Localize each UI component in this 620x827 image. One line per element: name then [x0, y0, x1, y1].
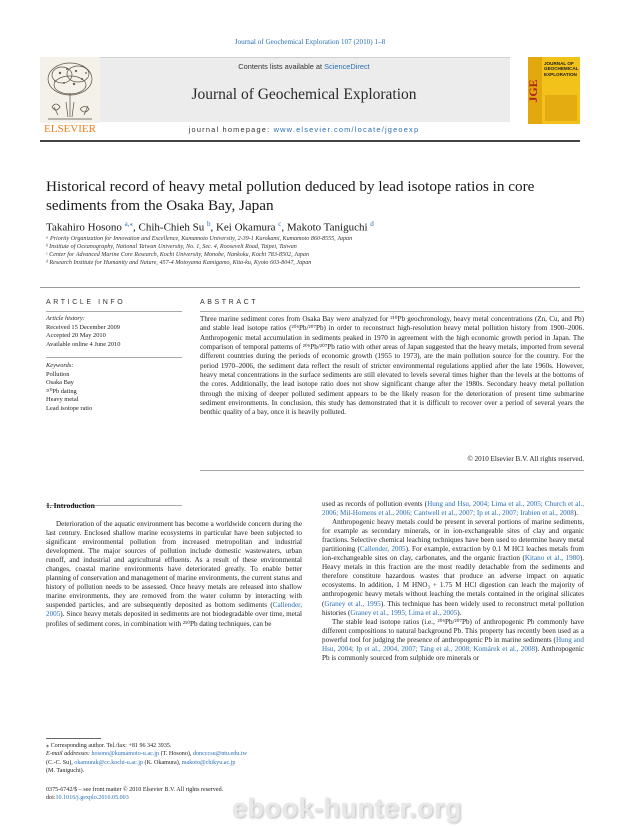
keyword: ²¹⁰Pb dating	[46, 387, 77, 395]
affiliation: ᶜ Center for Advanced Marine Core Research, Kochi University, Monobe, Nankoku, Kochi 783-8502, Japan	[46, 252, 310, 258]
email-link[interactable]: doncccsu@ntu.edu.tw	[192, 751, 247, 758]
keywords-rule	[46, 357, 182, 358]
footnote-rule	[46, 738, 101, 739]
citation-link[interactable]: Graney et al., 1995	[324, 599, 381, 608]
email-addresses: (C.-C. Su), okamurak@cc.kochi-u.ac.jp (K. Okamura), makoto@chikyu.ac.jp	[46, 759, 236, 766]
copyright-notice: © 2010 Elsevier B.V. All rights reserved.	[467, 455, 584, 463]
keyword: Osaka Bay	[46, 379, 74, 386]
author-name[interactable]: Makoto Taniguchi	[286, 221, 368, 234]
keywords-label: Keywords:	[46, 362, 74, 369]
page-footer	[46, 786, 223, 803]
doi-link[interactable]: 10.1016/j.gexplo.2010.05.003	[55, 795, 129, 802]
citation-link[interactable]: Hung and Hsu, 2004; Ip et al., 2004, 2007; Tang et al., 2008; Komárek et al., 2008	[322, 635, 584, 653]
citation-link[interactable]: Callender, 2005	[46, 601, 302, 619]
corresponding-author-footnote	[46, 742, 247, 775]
journal-reference-link[interactable]: Journal of Geochemical Exploration 107 (2010) 1–8	[234, 38, 386, 46]
journal-title[interactable]: Journal of Geochemical Exploration	[191, 86, 417, 103]
affiliation: ᵃ Priority Organization for Innovation and Excellence, Kumamoto University, 2-39-1 Kurokami, Kumamoto 860-8555, Japan	[46, 236, 353, 242]
received-date: Received 15 December 2009	[46, 323, 120, 331]
author-affiliation-marker[interactable]: d	[370, 220, 374, 228]
article-history	[46, 315, 120, 349]
abstract-heading: ABSTRACT	[200, 299, 259, 306]
affiliation: ᵈ Research Institute for Humanity and Nature, 457-4 Motoyama Kamigamo, Kita-ku, Kyoto 603-8047, Japan	[46, 260, 312, 266]
issn-line: 0375-6742/$ – see front matter © 2010 Elsevier B.V. All rights reserved.	[46, 787, 224, 793]
paragraph: The stable lead isotope ratios (i.e., ²⁰⁶Pb/²⁰⁷Pb) of anthropogenic Pb commonly have different compositions to natural background Pb. This property has recently been used as a powerful tool for judging the presence of anthropogenic Pb in marine sediments (Hung and Hsu, 2004; Ip et al., 2004, 2007; Tang et al., 2008; Komárek et al., 2008). Anthropogenic Pb is commonly sourced from sulphide ore minerals or	[322, 617, 584, 662]
author-affiliation-marker[interactable]: b	[206, 220, 211, 228]
author-affiliation-marker[interactable]: a,⁎	[124, 220, 134, 228]
keyword: Lead isotope ratio	[46, 404, 93, 412]
author-affiliation-marker[interactable]: c	[278, 220, 282, 228]
watermark: ebook-hunter.org	[232, 793, 462, 823]
contents-line: Contents lists available at ScienceDirect	[238, 62, 370, 71]
keyword: Pollution	[46, 370, 70, 378]
author-name[interactable]: Takahiro Hosono	[46, 221, 122, 234]
doi-line: doi:10.1016/j.gexplo.2010.05.003	[46, 795, 129, 802]
accepted-date: Accepted 20 May 2010	[46, 332, 106, 339]
citation-link[interactable]: Kitano et al., 1980	[524, 554, 580, 563]
abstract-rule	[200, 311, 584, 312]
email-link[interactable]: hosono@kumamoto-u.ac.jp	[91, 751, 160, 758]
journal-cover[interactable]	[528, 57, 580, 124]
paragraph: Deterioration of the aquatic environment has become a worldwide concern during the last century. Enclosed shallow marine ecosystems in particular have been subjected to significant environmental pollution from increased metropolitan and industrial development. The major sources of pollution include domestic wastewaters, urban runoff, and industrial and agricultural effluents. As a result of these environmental changes, coastal marine environments have deteriorated greatly. To enable better planning of conservation and management of marine environments, the current status and history of pollution needs to be assessed. Once heavy metals are released into shallow marine environments, they are removed from the water column by interacting with suspended particles, and are subsequently deposited as bottom sediments (Callender, 2005). Since heavy metals deposited in sediments are not biodegradable over time, metal profiles of sediment cores, in combination with ²¹⁰Pb dating techniques, can be	[46, 520, 302, 628]
paragraph: Anthropogenic heavy metals could be present in several portions of marine sediments, for example as secondary minerals, or in ion-exchangeable sites of clay and organic fractions. Selective chemical leaching techniques have been used to determine heavy metal partitioning (Callender, 2005). For example, extraction by 0.1 M HCl leaches metals from ion-exchangeable sites on clay, carbonates, and the organic fraction (Kitano et al., 1980). Heavy metals in this fraction are the most readily detachable from the sediments and therefore constitute hazardous wastes that produce an adverse impact on aquatic ecosystems. In addition, 1 M HNO₃ + 1.75 M HCl digestion can leach the majority of anthropogenic heavy metals without leaching the metals contained in the original silicates (Graney et al., 1995). This technique has been widely used to reconstruct metal pollution histories (Graney et al., 1995; Lima et al., 2005).	[322, 518, 584, 617]
article-info-rule	[46, 311, 182, 312]
body-column-right	[322, 500, 584, 663]
section-rule	[40, 287, 580, 288]
author-list: Takahiro Hosono $^{a,⁎}$, Chih-Chieh Su $^b$, Kei Okamura $^c$, Makoto Taniguchi $^d$	[46, 220, 374, 234]
keywords	[46, 362, 92, 413]
keyword: Heavy metal	[46, 396, 79, 403]
paragraph: used as records of pollution events (Hung and Hsu, 2004; Lima et al., 2005; Church et al., 2006; Mil-Homens et al., 2006; Cantwell et al., 2007; Ip et al., 2007; Irabien et al., 2008).	[322, 500, 584, 518]
email-link[interactable]: okamurak@cc.kochi-u.ac.jp	[74, 759, 144, 766]
abstract-bottom-rule	[200, 470, 584, 471]
affiliation: ᵇ Institute of Oceanography, National Taiwan University, No. 1, Sec. 4, Roosevelt Road, Taipei, Taiwan	[46, 244, 297, 250]
citation-link[interactable]: Hung and Hsu, 2004; Lima et al., 2005; Church et al., 2006; Mil-Homens et al., 2006; Cantwell et al., 2007; Ip et al., 2007; Irabien et al., 2008	[322, 500, 584, 518]
body-column-left	[46, 520, 302, 629]
citation-link[interactable]: Graney et al., 1995; Lima et al., 2005	[350, 608, 458, 617]
cover-title: JOURNAL OF GEOCHEMICAL EXPLORATION	[544, 61, 579, 77]
citation-link[interactable]: Callender, 2005	[359, 545, 406, 554]
sciencedirect-link[interactable]: ScienceDirect	[324, 62, 370, 71]
author-name[interactable]: Kei Okamura	[215, 221, 276, 234]
email-addresses: E-mail addresses: hosono@kumamoto-u.ac.jp (T. Hosono), doncccsu@ntu.edu.tw	[46, 751, 247, 758]
email-link[interactable]: makoto@chikyu.ac.jp	[181, 759, 236, 766]
article-title: Historical record of heavy metal pollution deduced by lead isotope ratios in core sediments from the Osaka Bay, Japan	[46, 178, 535, 214]
journal-cover-icon	[528, 57, 580, 124]
article-info-heading: ARTICLE INFO	[46, 299, 126, 306]
introduction-heading: 1. Introduction	[46, 501, 95, 510]
history-label: Article history:	[46, 315, 85, 322]
online-date: Available online 4 June 2010	[46, 340, 121, 348]
elsevier-tree-icon	[40, 57, 100, 135]
corresponding-author: ⁎ Corresponding author. Tel./fax: +81 96 342 3935.	[46, 743, 172, 749]
homepage-link[interactable]: www.elsevier.com/locate/jgeoexp	[273, 125, 420, 134]
author-name[interactable]: Chih-Chieh Su	[138, 221, 205, 234]
cover-logo-text: JGE	[526, 79, 540, 103]
header-rule	[40, 140, 580, 142]
email-addresses: (M. Taniguchi).	[46, 767, 85, 774]
journal-homepage: journal homepage: www.elsevier.com/locate/jgeoexp	[188, 125, 420, 134]
elsevier-logo[interactable]	[40, 57, 100, 135]
abstract-text: Three marine sediment cores from Osaka Bay were analyzed for ²¹⁰Pb geochronology, heavy metal concentrations (Zn, Cu, and Pb) and stable lead isotope ratios (²⁰⁶Pb/²⁰⁷Pb) in order to reconstruct high-resolution heavy metal pollution history from 1900–2006. Anthropogenic metal accumulation in sediments peaked in 1970 in agreement with the high economic growth period in Japan. The comparison of temporal patterns of ²⁰⁶Pb/²⁰⁷Pb ratio with other areas of Japan suggested that the heavy metals, imported from several different countries during the periods of economic growth (1955 to 1973), are the main pollution source for the country. For the period 1970–2006, the sediment data reflect the result of stricter environmental regulations applied after the late 1960s. However, heavy metal concentrations in the surface sediments are still elevated to levels several times higher than the levels at the bottoms of the cores. Additionally, the lead isotope ratio does not show significant change after the 1980s. Secondary heavy metal pollution through the mixing of deeper polluted sediment appears to be the likely reason for the deterioration of present time submarine sediment environments. In conclusion, this study has demonstrated that it is difficult to recover over a period of several years the benthic quality of a bay, once it is heavily polluted.	[200, 315, 584, 417]
publisher-logo-text: ELSEVIER	[44, 123, 96, 135]
